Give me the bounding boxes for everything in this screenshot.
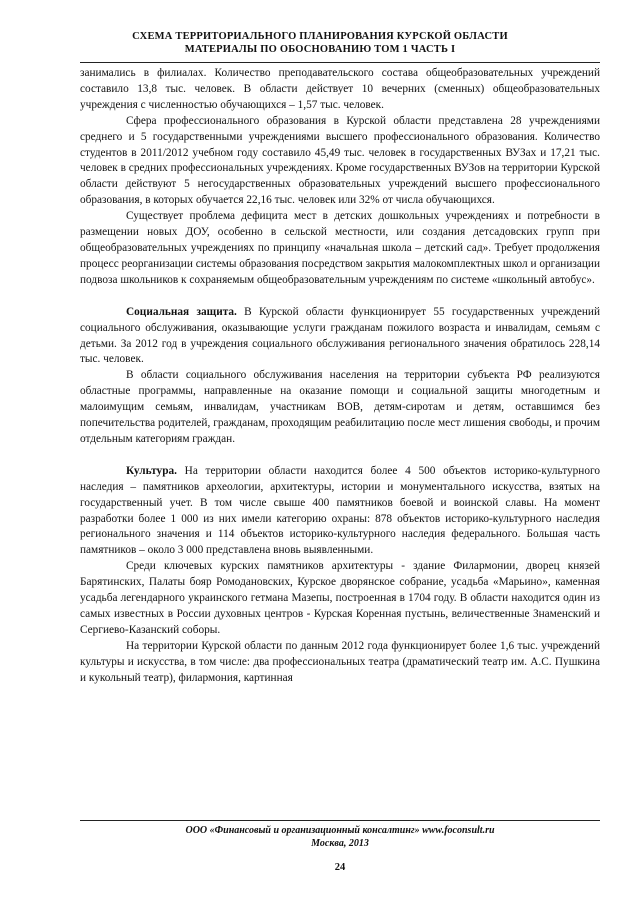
paragraph-preschool-problem: Существует проблема дефицита мест в детских дошкольных учреждениях и потребности в размещении новых ДОУ, особенно в сельской местности, или создания детсадовских групп при общеобразовательных учреждениях по принципу «начальная школа – детский сад». Требует продолжения процесс реорганизации системы образования посредством закрытия малокомплектных школ и организации подвоза школьников к сохраняемым общеобразовательным учреждениям по системе «школьный автобус». xyxy=(80,210,600,286)
culture-text: На территории области находится более 4 500 объектов историко-культурного наследия – памятников археологии, архитектуры, истории и монументального искусства, взятых на государственный учет. В том числе свыше 400 памятников боевой и воинской славы. На момент разработки более 1 000 из них имели категорию охраны: 878 объектов историко-культурного наследия регионального значения и 114 объектов историко-культурного наследия федерального. Большая часть памятников – около 3 000 представлена вновь выявленными. xyxy=(80,464,600,557)
paragraph-social-protection xyxy=(80,305,600,369)
footer-divider xyxy=(80,820,600,821)
paragraph-social-programs: В области социального обслуживания населения на территории субъекта РФ реализуются областные программы, направленные на оказание помощи и социальной защиты многодетным и малоимущим семьям, инвалидам, участникам ВОВ, детям-сиротам и детям, оставшимся без попечительства родителей, гражданам, проходящим реабилитацию после мест лишения свободы, и прочим отдельным категориям граждан. xyxy=(80,369,600,445)
body-text xyxy=(80,66,600,687)
section-heading-culture: Культура. xyxy=(126,464,177,477)
section-gap xyxy=(80,448,600,464)
page-footer xyxy=(80,824,600,850)
paragraph-culture xyxy=(80,464,600,559)
header-subtitle-line: МАТЕРИАЛЫ ПО ОБОСНОВАНИЮ ТОМ 1 ЧАСТЬ I xyxy=(184,44,456,55)
header-divider xyxy=(80,62,600,63)
page-header xyxy=(80,30,560,56)
footer-company: ООО «Финансовый и организационный консалтинг» www.foconsult.ru xyxy=(185,825,495,836)
social-protection-text: В Курской области функционирует 55 государственных учреждений социального обслуживания, оказывающие услуги гражданам пожилого возраста и инвалидам, семьям с детьми. За 2012 год в учреждения социального обслуживания регионального значения обратилось 228,14 тыс. человек. xyxy=(80,305,600,366)
footer-city-year: Москва, 2013 xyxy=(311,838,369,849)
paragraph-architecture-monuments: Среди ключевых курских памятников архитектуры - здание Филармонии, дворец князей Барятинских, Палаты бояр Ромодановских, Курское дворянское собрание, усадьба «Марьино», каменная усадьба легендарного украинского гетмана Мазепы, построенная в 1704 году. В области находится один из самых известных в России духовных центров - Курская Коренная пустынь, величественные Знаменский и Сергиево-Казанский соборы. xyxy=(80,560,600,636)
page-number: 24 xyxy=(334,862,346,873)
section-heading-social: Социальная защита. xyxy=(126,305,237,318)
paragraph-culture-institutions: На территории Курской области по данным 2012 года функционирует более 1,6 тыс. учреждений культуры и искусства, в том числе: два профессиональных театра (драматический театр им. А.С. Пушкина и кукольный театр), филармония, картинная xyxy=(80,639,600,684)
section-gap xyxy=(80,289,600,305)
paragraph-education-continued: занимались в филиалах. Количество преподавательского состава общеобразовательных учреждений составило 13,8 тыс. человек. В области действует 10 вечерних (сменных) общеобразовательных учреждения с численностью обучающихся – 1,57 тыс. человек. xyxy=(80,67,600,111)
paragraph-professional-education: Сфера профессионального образования в Курской области представлена 28 учреждениями среднего и 5 государственными учреждениями высшего профессионального образования. Количество студентов в 2011/2012 учебном году составило 45,49 тыс. человек в государственных ВУЗах и 17,21 тыс. человек в средних профессиональных учреждениях. Кроме государственных ВУЗов на территории Курской области действуют 5 негосударственных образовательных учреждений высшего профессионального образования, в которых обучается 22,16 тыс. человек или 32% от числа обучающихся. xyxy=(80,114,600,207)
header-title-line: СХЕМА ТЕРРИТОРИАЛЬНОГО ПЛАНИРОВАНИЯ КУРСКОЙ ОБЛАСТИ xyxy=(132,31,508,42)
